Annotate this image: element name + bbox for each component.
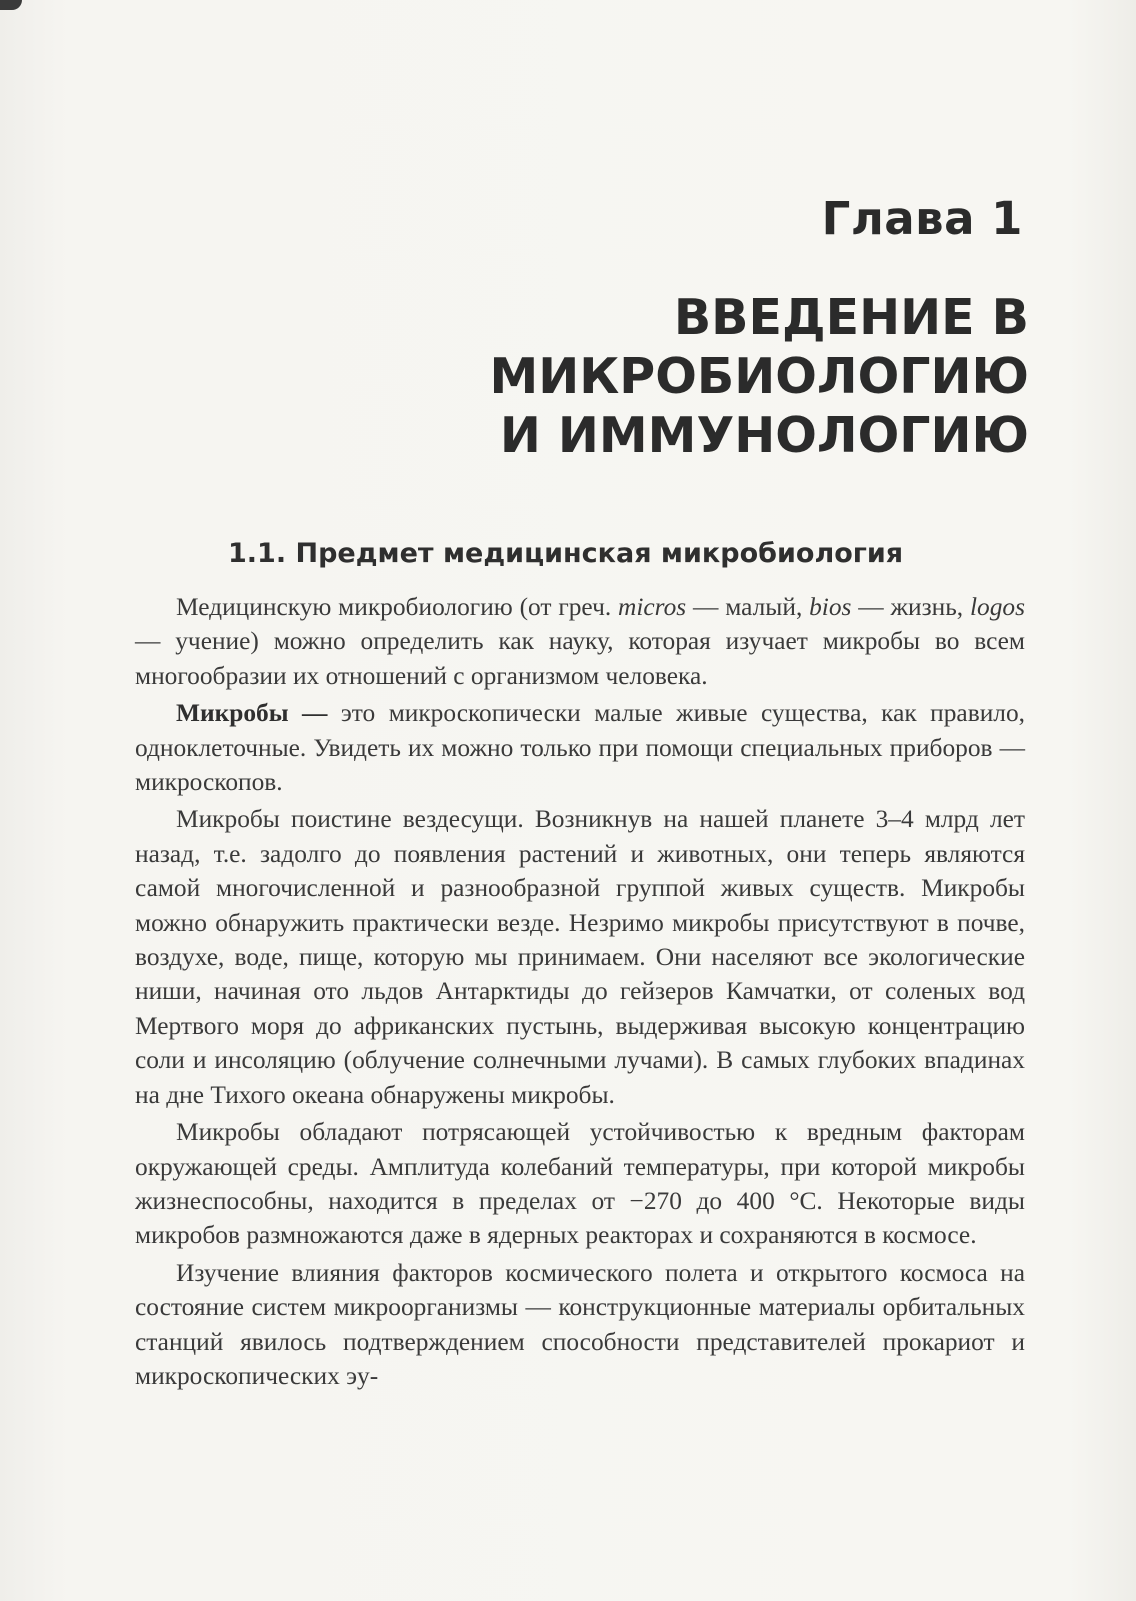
chapter-title-line-1: ВВЕДЕНИЕ В МИКРОБИОЛОГИЮ bbox=[489, 289, 1029, 405]
paragraph-4: Микробы обладают потрясающей устойчивостью к вредным факторам окружающей среды. Амплитуда колебаний температуры, при которой микробы жизнеспособны, находится в пределах от −270 до 400 °С. Некоторые виды микробов размножаются даже в ядерных реакторах и сохраняются в космосе. bbox=[135, 1118, 1025, 1250]
term-logos: logos bbox=[969, 593, 1025, 621]
paragraph-2-text: это микроскопически малые живые существа, как правило, одноклеточные. Увидеть их можно только при помощи специальных приборов — микроскопов. bbox=[135, 699, 1025, 797]
paragraph-1-text-d: — учение) можно определить как науку, которая изучает микробы во всем многообразии их отношений с организмом человека. bbox=[135, 627, 1025, 690]
section-heading: 1.1. Предмет медицинская микробиология bbox=[228, 538, 904, 569]
paragraph-3: Микробы поистине вездесущи. Возникнув на нашей планете 3–4 млрд лет назад, т.е. задолго до появления растений и животных, они теперь являются самой многочисленной и разнообразной группой живых существ. Микробы можно обнаружить практически везде. Незримо микробы присутствуют в почве, воздухе, воде, пище, которую мы принимаем. Они населяют все экологические ниши, начиная ото льдов Антарктиды до гейзеров Камчатки, от соленых вод Мертвого моря до африканских пустынь, выдерживая высокую концентрацию соли и инсоляцию (облучение солнечными лучами). В самых глубоких впадинах на дне Тихого океана обнаружены микробы. bbox=[135, 805, 1025, 1109]
paragraph-1-text-a: Медицинскую микробиологию (от греч. bbox=[176, 593, 619, 621]
paragraph-1-text-c: — жизнь, bbox=[851, 593, 970, 621]
paragraph-1 bbox=[135, 590, 1025, 693]
chapter-title-line-2: И ИММУНОЛОГИЮ bbox=[499, 407, 1029, 464]
chapter-title bbox=[129, 288, 1029, 465]
chapter-label: Глава 1 bbox=[821, 192, 1023, 245]
paragraph-5: Изучение влияния факторов космического полета и открытого космоса на состояние систем микроорганизмы — конструкционные материалы орбитальных станций явилось подтверждением способности представителей прокариот и микроскопических эу- bbox=[135, 1258, 1025, 1390]
body-text bbox=[135, 590, 1025, 1396]
scan-corner-mark bbox=[0, 0, 22, 10]
paragraph-2-lead-term: Микробы — bbox=[176, 699, 328, 728]
term-bios: bios bbox=[809, 593, 852, 621]
paragraph-2 bbox=[135, 696, 1025, 799]
term-micros: micros bbox=[618, 593, 687, 621]
paragraph-1-text-b: — малый, bbox=[686, 593, 810, 621]
